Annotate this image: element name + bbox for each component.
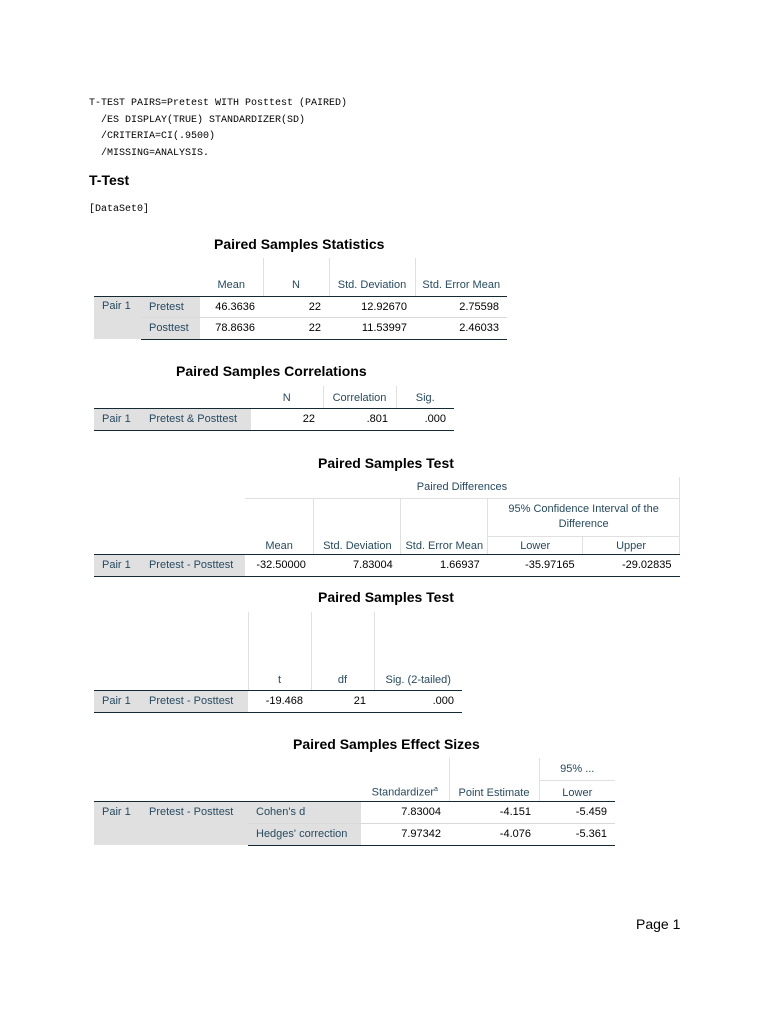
corner-cell <box>141 477 245 498</box>
col-header-lower: Lower <box>488 536 583 554</box>
row-label-pretest-minus-posttest: Pretest - Posttest <box>141 554 245 576</box>
test-title: Paired Samples Test <box>318 455 454 471</box>
cell-sig: .000 <box>374 690 462 712</box>
cell-mean: 46.3636 <box>200 296 263 317</box>
col-header-lower: Lower <box>539 780 615 801</box>
col-header-n: N <box>263 258 329 296</box>
group-header-ci-truncated: 95% ... <box>539 758 615 780</box>
corner-cell <box>248 780 361 801</box>
procedure-heading: T-Test <box>89 172 130 188</box>
empty-header-cell <box>314 498 401 536</box>
col-header-sig: Sig. <box>396 386 454 408</box>
stats-title: Paired Samples Statistics <box>214 236 385 252</box>
col-header-std-error-mean: Std. Error Mean <box>415 258 507 296</box>
corner-cell <box>141 386 251 408</box>
pair-label: Pair 1 <box>94 690 141 712</box>
col-header-point-estimate: Point Estimate <box>449 780 539 801</box>
col-header-t: t <box>248 612 311 690</box>
cell-std-error-mean: 2.75598 <box>415 296 507 317</box>
corner-cell <box>141 780 248 801</box>
row-label-pretest-minus-posttest: Pretest - Posttest <box>141 801 248 845</box>
syntax-line: /ES DISPLAY(TRUE) STANDARDIZER(SD) <box>89 114 306 126</box>
corner-cell <box>248 758 361 780</box>
row-label-hedges-correction: Hedges' correction <box>248 823 361 845</box>
col-header-correlation: Correlation <box>323 386 396 408</box>
col-header-df: df <box>311 612 374 690</box>
corr-table <box>94 386 454 431</box>
effect-title: Paired Samples Effect Sizes <box>293 736 480 752</box>
cell-lower: -35.97165 <box>488 554 583 576</box>
col-header-mean: Mean <box>245 536 314 554</box>
syntax-block <box>89 96 347 162</box>
corner-cell <box>94 386 141 408</box>
corner-cell <box>94 780 141 801</box>
cell-std-deviation: 11.53997 <box>329 317 415 339</box>
stats-table <box>94 258 507 340</box>
corner-cell <box>141 498 245 536</box>
cell-t: -19.468 <box>248 690 311 712</box>
corner-cell <box>141 536 245 554</box>
empty-header-cell <box>245 498 314 536</box>
cell-correlation: .801 <box>323 408 396 430</box>
cell-n: 22 <box>251 408 323 430</box>
pair-label: Pair 1 <box>94 554 141 576</box>
standardizer-label: Standardizer <box>371 786 434 799</box>
cell-upper: -29.02835 <box>583 554 680 576</box>
test-table-t <box>94 612 462 713</box>
dataset-label: [DataSet0] <box>89 204 150 215</box>
cell-mean: 78.8636 <box>200 317 263 339</box>
cell-sig: .000 <box>396 408 454 430</box>
corr-title: Paired Samples Correlations <box>176 363 367 379</box>
corner-cell <box>141 758 248 780</box>
cell-n: 22 <box>263 296 329 317</box>
cell-std-deviation: 7.83004 <box>314 554 401 576</box>
page-number: Page 1 <box>636 916 681 932</box>
col-header-std-error-mean: Std. Error Mean <box>401 536 488 554</box>
cell-point-estimate: -4.076 <box>449 823 539 845</box>
cell-mean: -32.50000 <box>245 554 314 576</box>
empty-header-cell <box>401 498 488 536</box>
row-label-posttest: Posttest <box>141 317 200 339</box>
col-header-upper: Upper <box>583 536 680 554</box>
corner-cell <box>94 477 141 498</box>
cell-std-error-mean: 2.46033 <box>415 317 507 339</box>
syntax-line: /CRITERIA=CI(.9500) <box>89 131 216 142</box>
corner-cell <box>94 536 141 554</box>
group-header-confidence-interval: 95% Confidence Interval of the Difference <box>488 498 680 536</box>
empty-header-cell <box>449 758 539 780</box>
col-header-std-deviation: Std. Deviation <box>314 536 401 554</box>
col-header-standardizer <box>361 780 449 801</box>
syntax-line: T-TEST PAIRS=Pretest WITH Posttest (PAIRED) <box>89 98 348 109</box>
corner-cell <box>94 258 141 296</box>
col-header-sig-2-tailed: Sig. (2-tailed) <box>374 612 462 690</box>
syntax-line: /MISSING=ANALYSIS. <box>89 147 210 159</box>
group-header-paired-differences: Paired Differences <box>245 477 680 498</box>
cell-standardizer: 7.97342 <box>361 823 449 845</box>
col-header-n: N <box>251 386 323 408</box>
corner-cell <box>94 758 141 780</box>
effect-table <box>94 758 615 846</box>
corner-cell <box>141 612 248 690</box>
test-table-differences <box>94 477 680 577</box>
cell-lower: -5.459 <box>539 801 615 823</box>
row-label-pretest: Pretest <box>141 296 200 317</box>
cell-lower: -5.361 <box>539 823 615 845</box>
pair-label: Pair 1 <box>94 296 141 339</box>
row-label-pretest-minus-posttest: Pretest - Posttest <box>141 690 248 712</box>
row-label-cohens-d: Cohen's d <box>248 801 361 823</box>
empty-header-cell <box>361 758 449 780</box>
corner-cell <box>94 498 141 536</box>
cell-standardizer: 7.83004 <box>361 801 449 823</box>
footnote-marker: a <box>433 785 438 793</box>
test-title: Paired Samples Test <box>318 589 454 605</box>
cell-point-estimate: -4.151 <box>449 801 539 823</box>
corner-cell <box>141 258 200 296</box>
col-header-std-deviation: Std. Deviation <box>329 258 415 296</box>
cell-df: 21 <box>311 690 374 712</box>
cell-std-deviation: 12.92670 <box>329 296 415 317</box>
corner-cell <box>94 612 141 690</box>
pair-label: Pair 1 <box>94 801 141 845</box>
cell-std-error-mean: 1.66937 <box>401 554 488 576</box>
col-header-mean: Mean <box>200 258 263 296</box>
pair-label: Pair 1 <box>94 408 141 430</box>
row-label-pretest-posttest: Pretest & Posttest <box>141 408 251 430</box>
cell-n: 22 <box>263 317 329 339</box>
